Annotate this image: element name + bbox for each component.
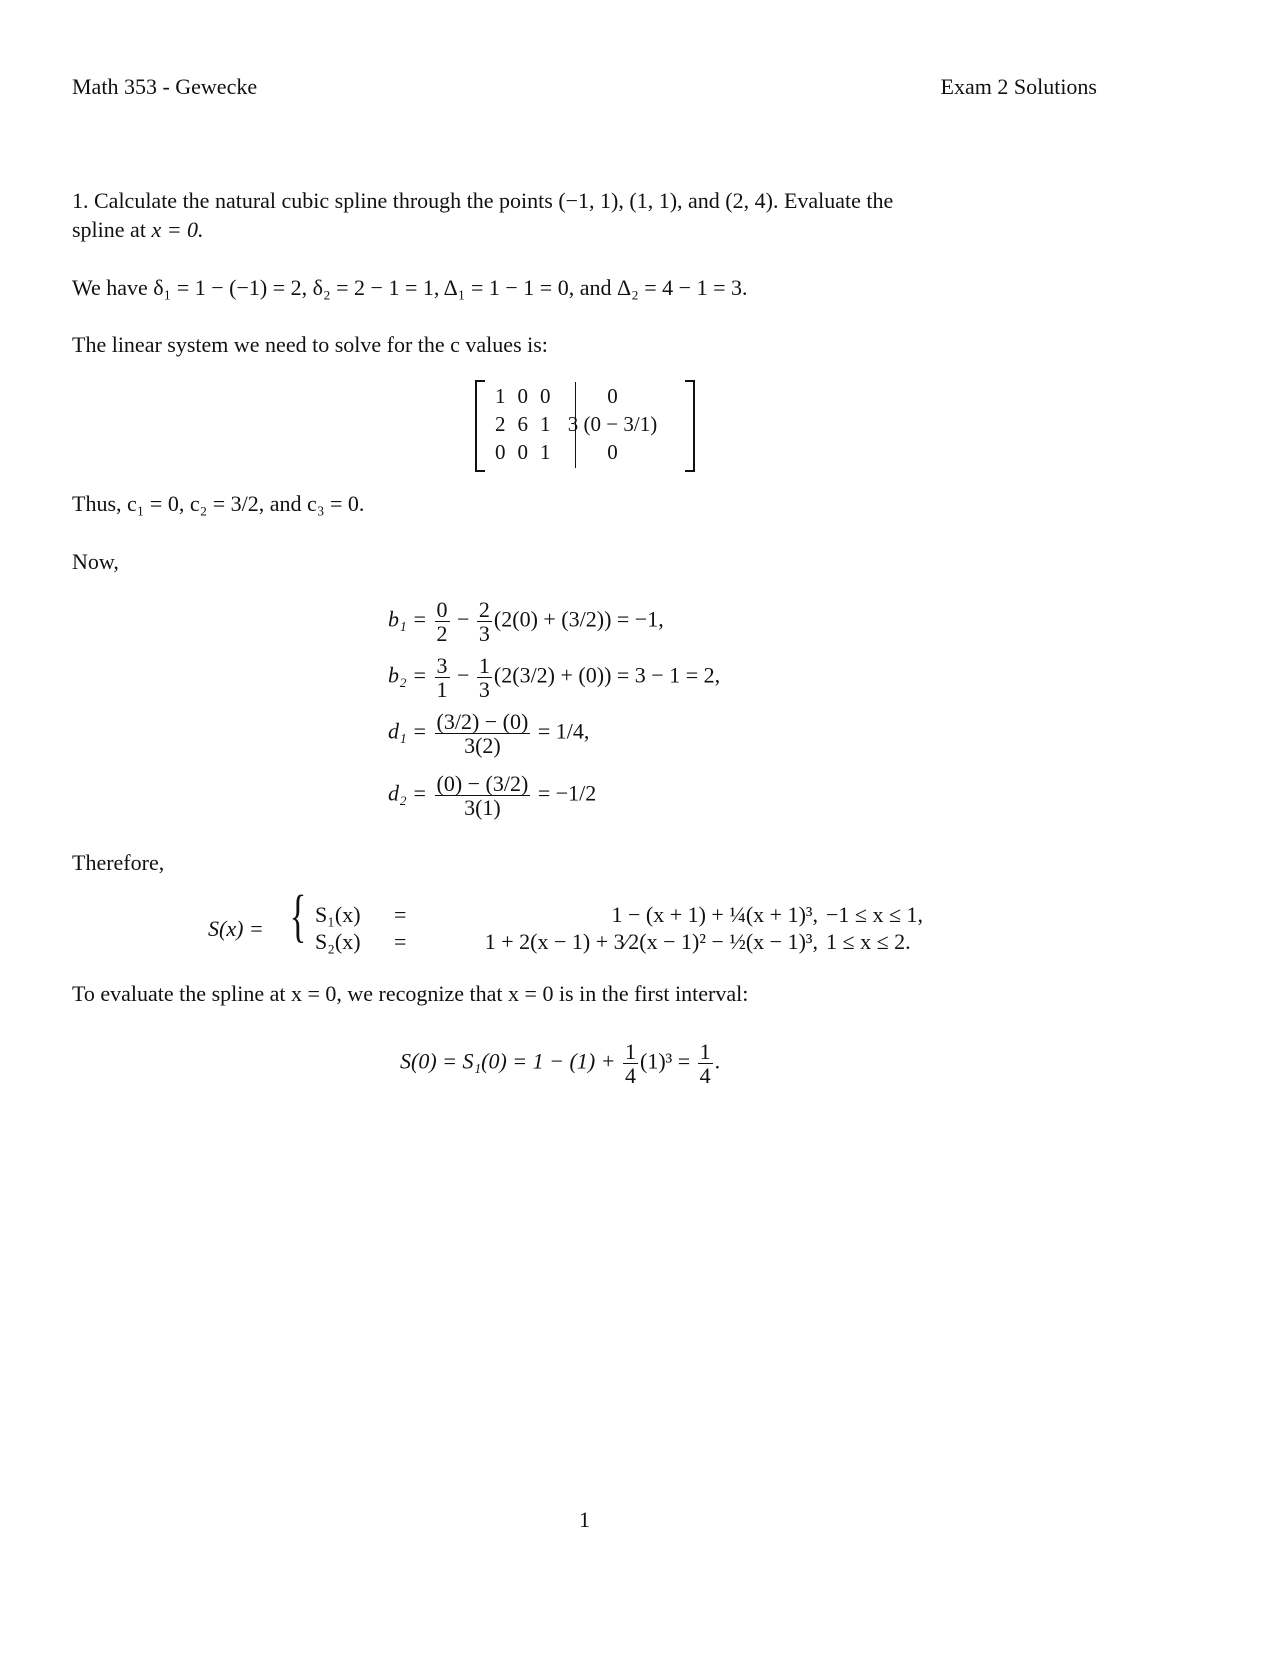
problem-statement-line2 bbox=[72, 217, 204, 243]
header-title: Exam 2 Solutions bbox=[940, 74, 1097, 99]
spline-s2-expr: 1 + 2(x − 1) + 3⁄2(x − 1)² − ½(x − 1)³, bbox=[484, 929, 818, 954]
augmented-matrix bbox=[475, 380, 695, 472]
fraction bbox=[435, 598, 450, 645]
b1-equation bbox=[388, 598, 664, 645]
den: 3(1) bbox=[464, 795, 501, 821]
spline-s1-expr: 1 − (x + 1) + ¼(x + 1)³, bbox=[611, 902, 818, 927]
system-intro: The linear system we need to solve for the c values is: bbox=[72, 332, 548, 357]
problem-statement-line1: 1. Calculate the natural cubic spline through the points (−1, 1), (1, 1), and (2, 4). Evaluate the bbox=[72, 188, 894, 213]
op: − bbox=[457, 606, 470, 632]
text: spline at bbox=[72, 217, 152, 242]
cell: 3 (0 − 3/1) bbox=[567, 411, 658, 436]
num: 2 bbox=[478, 597, 490, 622]
rest: (2(3/2) + (0)) = 3 − 1 = 2, bbox=[493, 662, 721, 688]
num: 1 bbox=[625, 1039, 636, 1064]
fraction bbox=[435, 710, 531, 757]
spline-s1-label: S₁(x) bbox=[315, 902, 361, 927]
lhs: b₁ = bbox=[388, 606, 427, 632]
spline-s1-domain: −1 ≤ x ≤ 1, bbox=[826, 902, 924, 927]
den: 3 bbox=[478, 621, 490, 647]
d1-equation bbox=[388, 710, 589, 757]
lhs: d₂ = bbox=[388, 780, 427, 806]
cell: 0 bbox=[495, 439, 506, 464]
cell: 0 bbox=[517, 439, 528, 464]
den: 1 bbox=[436, 677, 448, 703]
spline-s2-label: S₂(x) bbox=[315, 929, 361, 954]
den: 4 bbox=[699, 1063, 711, 1089]
num: 3 bbox=[436, 653, 448, 678]
num: (0) − (3/2) bbox=[436, 771, 529, 796]
left-bracket bbox=[475, 380, 485, 472]
num: (3/2) − (0) bbox=[436, 709, 529, 734]
cell: 0 bbox=[517, 383, 528, 408]
left-brace: { bbox=[289, 883, 307, 948]
mid: (1)³ = bbox=[640, 1048, 691, 1074]
period: . bbox=[714, 1048, 721, 1074]
c-values-line: Thus, c₁ = 0, c₂ = 3/2, and c₃ = 0. bbox=[72, 491, 365, 516]
num: 0 bbox=[436, 597, 448, 622]
now-label: Now, bbox=[72, 549, 119, 574]
header-course: Math 353 - Gewecke bbox=[72, 74, 258, 99]
fraction bbox=[435, 772, 531, 819]
eq-sign: = bbox=[394, 902, 407, 927]
matrix-table bbox=[489, 382, 669, 466]
cell: 1 bbox=[540, 411, 551, 436]
fraction bbox=[477, 598, 492, 645]
fraction bbox=[435, 654, 450, 701]
cell: 0 bbox=[607, 439, 618, 464]
den: 2 bbox=[436, 621, 448, 647]
rest: = 1/4, bbox=[537, 718, 590, 744]
den: 3(2) bbox=[464, 733, 501, 759]
page-number: 1 bbox=[579, 1507, 590, 1532]
therefore-label: Therefore, bbox=[72, 850, 165, 875]
evaluate-intro: To evaluate the spline at x = 0, we recognize that x = 0 is in the first interval: bbox=[72, 981, 749, 1006]
lhs: d₁ = bbox=[388, 718, 427, 744]
den: 3 bbox=[478, 677, 490, 703]
fraction bbox=[477, 654, 492, 701]
d2-equation bbox=[388, 772, 596, 819]
cell: 1 bbox=[495, 383, 506, 408]
rest: = −1/2 bbox=[537, 780, 597, 806]
num: 1 bbox=[699, 1039, 711, 1064]
right-bracket bbox=[685, 380, 695, 472]
math: x = 0. bbox=[151, 217, 204, 242]
cell: 2 bbox=[495, 411, 506, 436]
op: − bbox=[457, 662, 470, 688]
fraction bbox=[623, 1040, 638, 1087]
cell: 6 bbox=[517, 411, 528, 436]
lhs: S(x) = bbox=[208, 916, 264, 941]
spline-lhs bbox=[208, 916, 264, 942]
cell: 1 bbox=[540, 439, 551, 464]
rest: (2(0) + (3/2)) = −1, bbox=[493, 606, 664, 632]
lhs: b₂ = bbox=[388, 662, 427, 688]
deltas-line: We have δ₁ = 1 − (−1) = 2, δ₂ = 2 − 1 = 1, Δ₁ = 1 − 1 = 0, and Δ₂ = 4 − 1 = 3. bbox=[72, 275, 748, 300]
result-equation bbox=[400, 1040, 720, 1087]
b2-equation bbox=[388, 654, 720, 701]
cell: 0 bbox=[607, 383, 618, 408]
cell: 0 bbox=[540, 383, 551, 408]
fraction bbox=[698, 1040, 713, 1087]
den: 4 bbox=[625, 1063, 636, 1089]
num: 1 bbox=[478, 653, 490, 678]
eq-sign: = bbox=[394, 929, 407, 954]
spline-s2-domain: 1 ≤ x ≤ 2. bbox=[826, 929, 911, 954]
lhs: S(0) = S₁(0) = 1 − (1) + bbox=[400, 1048, 616, 1074]
